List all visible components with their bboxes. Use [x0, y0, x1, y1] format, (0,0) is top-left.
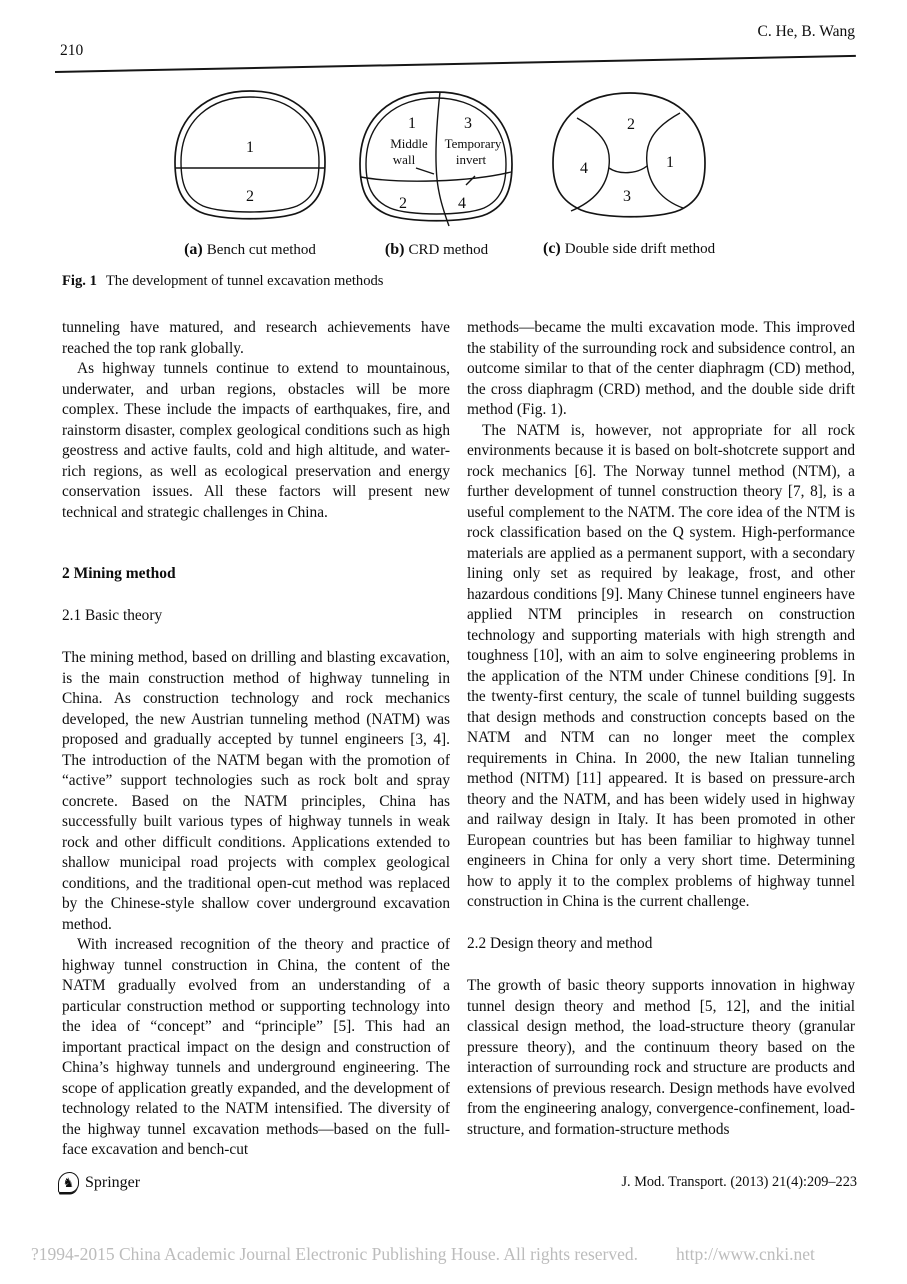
diagram-title-c: Double side drift method	[564, 241, 716, 257]
section-4-label: 4	[579, 160, 588, 177]
figure-1-caption-label: Fig. 1	[62, 273, 97, 289]
subsection-heading-basic-theory: 2.1 Basic theory	[62, 606, 163, 624]
diagram-title-b: CRD method	[408, 242, 489, 258]
middle-wall-annotation-1: Middle	[390, 136, 428, 151]
figure-1-caption-text: The development of tunnel excavation methods	[105, 273, 384, 289]
section-3-label: 3	[464, 115, 472, 132]
figure-1	[170, 84, 715, 259]
running-head-authors: C. He, B. Wang	[757, 23, 855, 40]
diagram-caption-b	[385, 241, 488, 259]
diagram-double-side-drift	[543, 84, 715, 258]
section-3-label: 3	[622, 188, 631, 205]
paragraph: The growth of basic theory supports innovation in highway tunnel design theory and method [5, 12], and the initial classical design method, the load-structure theory (granular pressure theory), and the continuum theory based on the interaction of surrounding rock and structure are products and extensions of previous research. Design methods have evolved from the engineering analogy, convergence-confinement, load-structure, and formation-structure methods	[467, 977, 855, 1138]
diagram-title-a: Bench cut method	[206, 242, 316, 258]
diagram-label-c: (c)	[543, 240, 561, 257]
springer-knight-icon: ♞	[58, 1172, 79, 1193]
section-4-label: 4	[458, 195, 466, 212]
crd-diagram-drawing	[354, 84, 519, 232]
paragraph: The mining method, based on drilling and blasting excavation, is the main construction method of highway tunneling in China. As construction technology and rock mechanics developed, the new Austrian tunneling method (NATM) was proposed and gradually accepted by tunnel engineers [3, 4]. The introduction of the NATM began with the promotion of “active” support technologies such as rock bolt and spray concrete. Based on the NATM principles, China has successfully built various types of highway tunnels in weak rock and other difficult conditions. Applications extended to shallow municipal road projects with complex geological conditions, and the traditional open-cut method was replaced by the Chinese-style shallow cover underground excavation method.	[62, 649, 450, 933]
paragraph: As highway tunnels continue to extend to mountainous, underwater, and urban regions, obstacles will be more complex. These include the impacts of earthquakes, fire, and rainstorm disaster, complex geological conditions such as high geostress and active faults, cold and high altitude, and water-rich regions, as well as ecological preservation and energy conservation issues. All these factors will present new technical and strategic challenges in China.	[62, 360, 450, 521]
diagram-caption-c	[543, 240, 715, 258]
section-2-label: 2	[399, 195, 407, 212]
right-column	[467, 318, 855, 1161]
figure-1-caption	[62, 273, 383, 290]
diagram-label-b: (b)	[384, 241, 405, 258]
section-1-label: 1	[246, 139, 254, 156]
diagram-label-a: (a)	[184, 241, 203, 258]
temporary-invert-annotation-1: Temporary	[444, 136, 502, 151]
journal-reference: J. Mod. Transport. (2013) 21(4):209–223	[621, 1174, 857, 1190]
subsection-heading-design-theory: 2.2 Design theory and method	[467, 934, 653, 952]
middle-wall-annotation-2: wall	[392, 152, 416, 167]
section-2-label: 2	[626, 116, 635, 133]
header-rule	[55, 55, 856, 73]
watermark-url: http://www.cnki.net	[676, 1244, 815, 1264]
page-footer	[58, 1172, 857, 1193]
section-2-label: 2	[246, 188, 254, 205]
publisher-name: Springer	[85, 1173, 141, 1191]
paragraph: methods—became the multi excavation mode. This improved the stability of the surrounding rock and subsidence control, an outcome similar to that of the center diaphragm (CD) method, the cross diaphragm (CRD) method, and the double side drift method (Fig. 1).	[467, 319, 855, 418]
springer-logo	[58, 1172, 140, 1193]
double-side-drift-diagram-drawing	[547, 87, 712, 229]
cnki-watermark	[31, 1244, 887, 1265]
paragraph: The NATM is, however, not appropriate for all rock environments because it is based on bolt-shotcrete support and rock mechanics [6]. The Norway tunnel method (NTM), a further development of tunnel construction theory [7, 8], is a useful complement to the NATM. The core idea of the NTM is rock classification based on the Q system. High-performance materials are applied as a permanent support, with a secondary lining only set as required by leakage, frost, and other hazardous conditions [9]. Many Chinese tunnel engineers have applied NTM principles in research on construction technology and supporting materials with high strength and toughness [10], with an aim to solve engineering problems in the application of the NTM under Chinese conditions [9]. In the twenty-first century, the scale of tunnel building suggests that design methods and construction concepts based on the NATM and NTM can no longer meet the complex requirements in China. In 2000, the new Italian tunneling method (NITM) [11] appeared. It is based on pressure-arch theory and the NATM, and has been widely used in highway and railway design in Italy. It has been promoted in other European countries but has been familiar to highway tunnel engineers in China for only a very short time. Determining how to apply it to the complex problems of highway tunnel construction in China is the current challenge.	[467, 421, 855, 910]
left-column	[62, 318, 450, 1161]
section-1-label: 1	[408, 115, 416, 132]
article-body	[62, 318, 856, 1161]
diagram-bench-cut	[170, 84, 330, 259]
section-heading-mining-method: 2 Mining method	[62, 565, 176, 582]
paragraph: With increased recognition of the theory and practice of highway tunnel construction in China, the content of the NATM gradually evolved from an understanding of a particular construction method or supporting technology into the idea of “concept” and “principle” [5]. This had an important practical impact on the design and construction of China’s highway tunnels and underground engineering. The scope of application greatly expanded, and the development of technology related to the NATM intensified. The diversity of the highway tunnel excavation methods—based on the full-face excavation and bench-cut	[62, 936, 450, 1158]
diagram-caption-a	[184, 241, 316, 259]
section-1-label: 1	[665, 154, 674, 171]
bench-cut-diagram-drawing	[170, 84, 330, 229]
page-number: 210	[60, 42, 84, 59]
paragraph: tunneling have matured, and research achievements have reached the top rank globally.	[62, 319, 450, 357]
watermark-text: ?1994-2015 China Academic Journal Electronic Publishing House. All rights reserved.	[31, 1244, 639, 1264]
temporary-invert-annotation-2: invert	[455, 152, 487, 167]
diagram-crd	[354, 84, 519, 259]
